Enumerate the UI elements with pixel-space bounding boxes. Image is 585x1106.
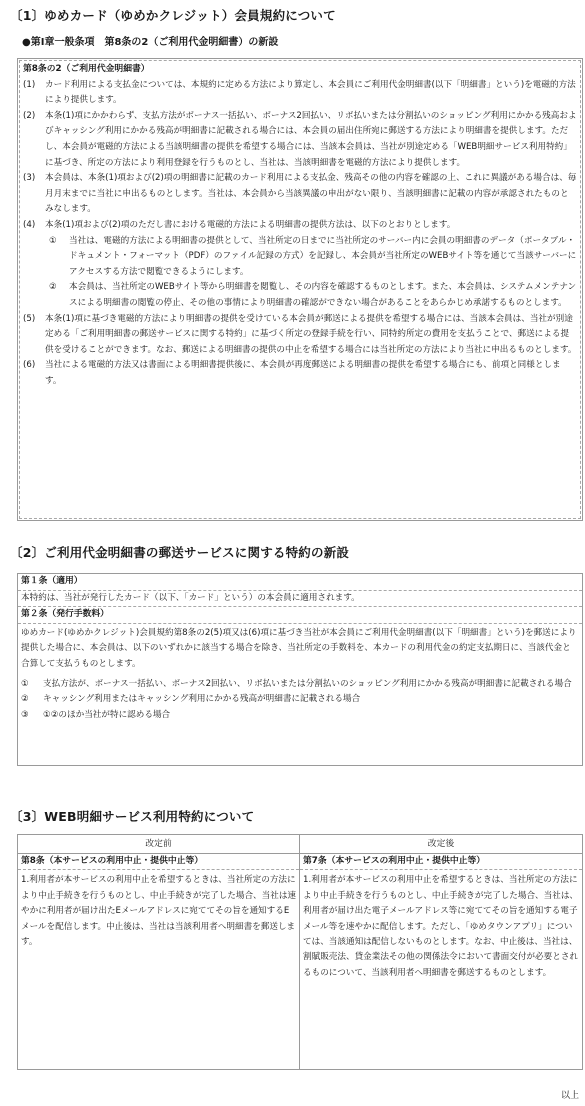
comparison-table bbox=[17, 834, 583, 1070]
section2-heading: 〔2〕ご利用代金明細書の郵送サービスに関する特約の新設 bbox=[10, 545, 350, 560]
before-column bbox=[18, 835, 300, 1069]
article-8-2-inner bbox=[19, 60, 581, 519]
list-subitem: ② 本会員は、当社所定のWEBサイト等から明細書を閲覧し、その内容を確認するものとします。また、本会員は、システムメンテナンスによる明細書の閲覧の停止、その他の事情により明細書の確認ができない場合があることをあらかじめ承諾するものとします。 bbox=[49, 282, 577, 308]
after-article-title: 第7条（本サービスの利用中止・提供中止等） bbox=[300, 854, 582, 870]
list-item: (3) 本会員は、本条(1)項および(2)項の明細書に記載のカード利用による支払金、残高その他の内容を確認の上、これに異議がある場合は、毎月月末までに当社に申出るものとします。当社は、本会員から当該異議の申出がない限り、当該明細書に記載の内容が承認されたものとみなします。 bbox=[23, 173, 577, 215]
list-item: ② キャッシング利用またはキャッシング利用にかかる残高が明細書に記載される場合 bbox=[21, 694, 361, 705]
list-item: (1) カード利用による支払金については、本規約に定める方法により算定し、本会員にご利用代金明細書(以下「明細書」という)を電磁的方法により提供します。 bbox=[23, 79, 576, 106]
section1-heading: 〔1〕ゆめカード（ゆめかクレジット）会員規約について bbox=[10, 8, 336, 23]
list-item: (2) 本条(1)項にかかわらず、支払方法がボーナス一括払い、ボーナス2回払い、リボ払いまたは分割払いのショッピング利用にかかる残高およびキャッシング利用にかかる残高が明細書に記載される場合には、本会員の届出住所宛に郵送する方法により明細書を提供します。ただし、本会員が電磁的方法による当該明細書の提供を希望する場合には、当該本会員は、当社が別途定める「WEB明細サービス利用特約」に基づき、所定の方法により利用登録を行うものとし、当社は、当該明細書を電磁的方法により提供します。 bbox=[23, 110, 577, 168]
mailing-service-box bbox=[17, 573, 583, 766]
before-header: 改定前 bbox=[18, 835, 299, 854]
before-article-title: 第8条（本サービスの利用中止・提供中止等） bbox=[18, 854, 299, 870]
after-header: 改定後 bbox=[300, 835, 582, 854]
article-8-2-title: 第8条の2（ご利用代金明細書） bbox=[23, 64, 150, 74]
list-item: (6) 当社による電磁的方法又は書面による明細書提供後に、本会員が再度郵送による明細書の提供を希望する場合にも、前項と同様とします。 bbox=[23, 360, 561, 386]
article-8-2-items bbox=[23, 78, 577, 390]
article-2-title-row: 第２条（発行手数料） bbox=[18, 607, 582, 624]
list-item: ① 支払方法が、ボーナス一括払い、ボーナス2回払い、リボ払いまたは分割払いのショッピング利用にかかる残高が明細書に記載される場合 bbox=[21, 678, 572, 689]
list-item: ③ ①②のほか当社が特に認める場合 bbox=[21, 709, 171, 720]
before-article-text: 1.利用者が本サービスの利用中止を希望するときは、当社所定の方法により中止手続きを行うものとし、中止手続きが完了した場合、当社は速やかに利用者が届け出たEメールアドレスに宛ててその旨を通知するEメールを配信します。中止後は、当社は当該利用者へ明細書を郵送します。 bbox=[21, 875, 297, 948]
section3-heading: 〔3〕WEB明細サービス利用特約について bbox=[10, 809, 255, 824]
article-1-text-row: 本特約は、当社が発行したカード（以下、「カード」という）の本会員に適用されます。 bbox=[18, 591, 582, 608]
list-item: (5) 本条(1)項に基づき電磁的方法により明細書の提供を受けている本会員が郵送による提供を希望する場合には、当該本会員は、当社が別途定める「ご利用明細書の郵送サービスに関する特約」に基づく所定の登録手続を行い、同特約所定の費用を支払うことで、郵送による提供を受けることができます。なお、郵送による明細書の提供の中止を希望する場合には当社所定の方法により当社に申出るものとします。 bbox=[23, 313, 577, 355]
after-article-text: 1.利用者が本サービスの利用中止を希望するときは、当社所定の方法により中止手続きを行うものとし、中止手続きが完了した場合、当社は、利用者が届け出た電子メールアドレス等に宛ててその旨を通知する電子メール等を速やかに配信します。ただし、「ゆめタウンアプリ」については、当該通知は配信しないものとします。なお、中止後は、当社は、割賦販売法、貸金業法その他の関係法令において書面交付が必要とされるものについて、当該利用者へ明細書を郵送するものとします。 bbox=[303, 875, 579, 978]
article-8-2-box bbox=[17, 58, 583, 521]
list-item: (4) 本条(1)項および(2)項のただし書における電磁的方法による明細書の提供方法は、以下のとおりとします。 bbox=[23, 219, 456, 230]
after-column bbox=[300, 835, 582, 1069]
article-1-title-row: 第１条（適用） bbox=[18, 574, 582, 591]
list-subitem: ① 当社は、電磁的方法による明細書の提供として、当社所定の日までに当社所定のサーバー内に会員の明細書のデータ（ポータブル・ドキュメント・フォーマット（PDF）のファイル記録の方式）を記録し、本会員が当社所定のWEBサイト等を通じて当該サーバーにアクセスする方法で閲覧できるようにします。 bbox=[49, 235, 577, 277]
article-2-text-row bbox=[18, 624, 582, 724]
section1-subheading: ●第Ⅰ章一般条項 第8条の2（ご利用代金明細書）の新設 bbox=[22, 37, 279, 48]
end-mark: 以上 bbox=[560, 1091, 579, 1101]
article-2-text: ゆめカード(ゆめかクレジット)会員規約第8条の2(5)項又は(6)項に基づき当社が本会員にご利用代金明細書(以下「明細書」という)を郵送により提供した場合に、本会員は、以下のいずれかに該当する場合を除き、当社所定の手数料を、本カードの利用代金の約定支払期日に、当該代金と合算して支払うものとします。 bbox=[21, 627, 577, 669]
